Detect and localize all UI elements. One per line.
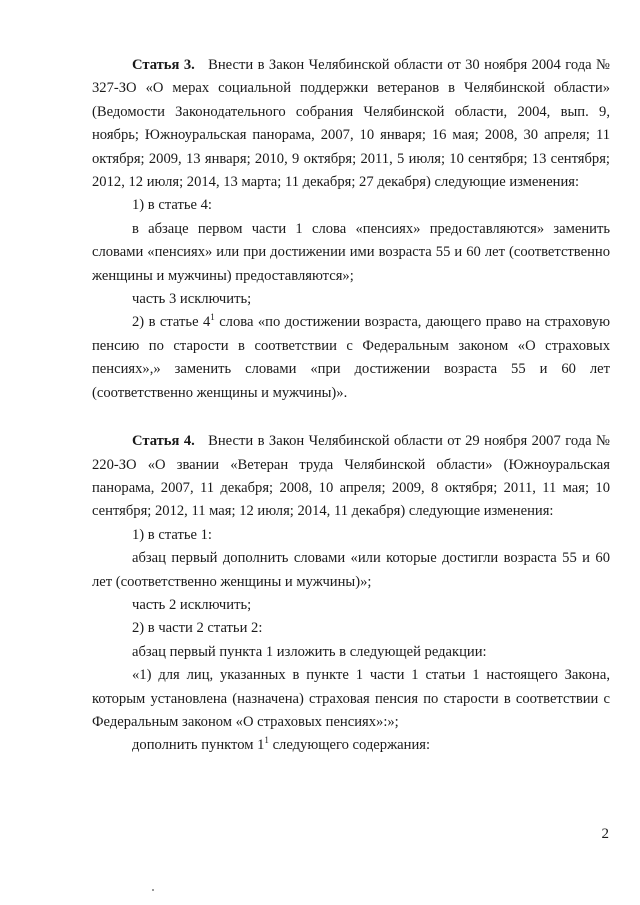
- article-4-item-2-add-superscript: 1: [264, 735, 269, 746]
- article-3-item-2-superscript: 1: [210, 312, 215, 323]
- page-number: 2: [601, 826, 609, 842]
- article-3-item-1-text: в абзаце первом части 1 слова «пенсиях» предоставляются» заменить словами «пенсиях» или при достижении ими возраста 55 и 60 лет (соответственно женщины и мужчины) предоставляются»;: [92, 220, 610, 284]
- article-3-item-2-rest: слова «по достижении возраста, дающего право на страховую пенсию по старости в соответствии с Федеральным законом «О страховых пенсиях»,» заменить словами «при достижении возраста 55 и 60 лет (соответственно женщины и мужчины)».: [92, 314, 611, 401]
- article-4-intro: [92, 430, 610, 524]
- article-4-item-2-add: [92, 734, 610, 757]
- article-4-intro-text: Внести в Закон Челябинской области от 29 ноября 2007 года № 220-ЗО «О звании «Ветеран труда Челябинской области» (Южноуральская панорама, 2007, 11 декабря; 2008, 10 апреля; 2009, 8 октября; 2011, 11 мая; 10 сентября; 2012, 11 мая; 12 июля; 2014, 11 декабря) следующие изменения:: [92, 433, 610, 520]
- article-4-item-2-text: абзац первый пункта 1 изложить в следующей редакции:: [132, 643, 487, 660]
- article-3-item-1-part3: часть 3 исключить;: [132, 291, 252, 308]
- article-3-intro-text: Внести в Закон Челябинской области от 30 ноября 2004 года № 327-ЗО «О мерах социальной поддержки ветеранов в Челябинской области» (Ведомости Законодательного собрания Челябинской области, 2004, вып. 9, ноябрь; Южноуральская панорама, 2007, 10 января; 16 мая; 2008, 30 апреля; 11 октября; 2009, 13 января; 2010, 9 октября; 2011, 5 июля; 10 сентября; 13 сентября; 2012, 12 июля; 2014, 13 марта; 11 декабря; 27 декабря) следующие изменения:: [92, 57, 610, 191]
- article-4-item-2-add-rest: следующего содержания:: [268, 737, 431, 754]
- article-4-item-1-text: абзац первый дополнить словами «или которые достигли возраста 55 и 60 лет (соответственно женщины и мужчины)»;: [92, 550, 610, 590]
- scan-artifact: [152, 889, 154, 891]
- article-4-item-2: 2) в части 2 статьи 2:: [132, 620, 263, 637]
- article-4-heading: Статья 4.: [132, 433, 195, 450]
- article-3-heading: Статья 3.: [132, 57, 195, 73]
- document-body: [92, 54, 610, 758]
- article-3-item-1: 1) в статье 4:: [132, 197, 212, 214]
- article-4-item-2-quote: «1) для лиц, указанных в пункте 1 части 1 статьи 1 настоящего Закона, которым установлена (назначена) страховая пенсия по старости в соответствии с Федеральным законом «О страховых пенсиях»:»;: [92, 667, 610, 730]
- article-3-intro: [92, 54, 610, 194]
- article-4-item-1-part2: часть 2 исключить;: [132, 596, 252, 613]
- article-3-item-2-start: 2) в статье 4: [132, 314, 211, 331]
- article-3-item-2: [92, 311, 610, 405]
- article-spacer: [92, 405, 610, 430]
- article-4-item-2-add-start: дополнить пунктом 1: [132, 737, 265, 754]
- article-4-item-1: 1) в статье 1:: [132, 526, 212, 543]
